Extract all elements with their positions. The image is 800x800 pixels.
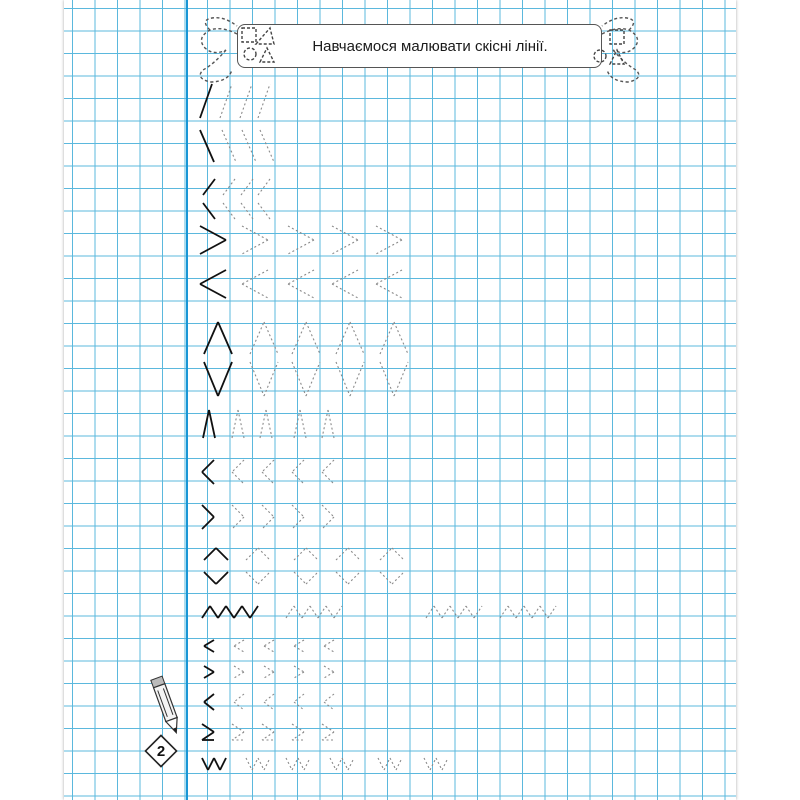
sample-stroke <box>202 758 208 770</box>
sample-stroke <box>200 240 226 254</box>
trace-stroke <box>292 362 306 396</box>
trace-stroke <box>324 640 334 646</box>
sample-stroke <box>204 322 218 354</box>
trace-stroke <box>262 472 274 484</box>
trace-stroke <box>264 362 278 396</box>
trace-stroke <box>376 226 402 240</box>
trace-stroke <box>241 179 253 195</box>
trace-stroke <box>250 362 264 396</box>
trace-stroke <box>458 606 466 618</box>
trace-stroke <box>322 517 334 529</box>
trace-stroke <box>292 472 304 484</box>
sample-stroke <box>204 672 214 678</box>
sample-stroke <box>202 732 214 740</box>
sample-stroke <box>200 284 226 298</box>
trace-stroke <box>376 270 402 284</box>
trace-stroke <box>246 758 252 770</box>
trace-stroke <box>292 505 304 517</box>
trace-stroke <box>258 548 270 560</box>
trace-stroke <box>306 362 320 396</box>
sample-stroke <box>214 758 220 770</box>
trace-stroke <box>260 130 274 162</box>
sample-stroke <box>242 606 250 618</box>
trace-stroke <box>384 758 390 770</box>
trace-stroke <box>328 410 334 438</box>
trace-stroke <box>348 758 354 770</box>
trace-stroke <box>336 322 350 354</box>
sample-stroke <box>202 472 214 484</box>
trace-stroke <box>288 240 314 254</box>
trace-stroke <box>246 572 258 584</box>
sample-stroke <box>208 758 214 770</box>
pencil-icon <box>148 672 188 742</box>
trace-stroke <box>234 646 244 652</box>
trace-stroke <box>242 226 268 240</box>
trace-stroke <box>348 572 360 584</box>
sample-stroke <box>204 646 214 652</box>
trace-stroke <box>380 322 394 354</box>
trace-stroke <box>474 606 482 618</box>
trace-stroke <box>380 362 394 396</box>
trace-stroke <box>540 606 548 618</box>
trace-stroke <box>234 666 244 672</box>
trace-stroke <box>378 758 384 770</box>
trace-stroke <box>330 758 336 770</box>
sample-stroke <box>202 505 214 517</box>
trace-stroke <box>324 694 334 702</box>
sample-stroke <box>200 270 226 284</box>
trace-stroke <box>336 758 342 770</box>
trace-stroke <box>238 410 244 438</box>
trace-stroke <box>336 548 348 560</box>
page-number: 2 <box>156 742 166 760</box>
trace-stroke <box>262 732 274 740</box>
trace-stroke <box>264 702 274 710</box>
trace-stroke <box>264 672 274 678</box>
worksheet-title: Навчаємося малювати скісні лінії. <box>312 37 548 55</box>
trace-stroke <box>442 758 448 770</box>
trace-stroke <box>232 724 244 732</box>
trace-stroke <box>260 410 266 438</box>
trace-stroke <box>241 203 253 219</box>
trace-stroke <box>232 517 244 529</box>
trace-stroke <box>324 666 334 672</box>
trace-stroke <box>242 270 268 284</box>
trace-stroke <box>300 410 306 438</box>
trace-stroke <box>350 322 364 354</box>
trace-stroke <box>332 284 358 298</box>
trace-stroke <box>294 640 304 646</box>
trace-stroke <box>434 606 442 618</box>
trace-stroke <box>524 606 532 618</box>
trace-stroke <box>242 284 268 298</box>
trace-stroke <box>232 472 244 484</box>
trace-stroke <box>232 460 244 472</box>
trace-stroke <box>380 572 392 584</box>
trace-stroke <box>376 240 402 254</box>
trace-stroke <box>532 606 540 618</box>
trace-stroke <box>516 606 524 618</box>
sample-stroke <box>203 203 215 219</box>
trace-stroke <box>292 322 306 354</box>
trace-stroke <box>332 226 358 240</box>
trace-stroke <box>334 606 342 618</box>
trace-stroke <box>258 758 264 770</box>
trace-stroke <box>242 130 256 162</box>
trace-stroke <box>220 84 232 118</box>
sample-stroke <box>200 226 226 240</box>
trace-stroke <box>306 548 318 560</box>
trace-stroke <box>294 672 304 678</box>
trace-stroke <box>322 460 334 472</box>
trace-stroke <box>264 322 278 354</box>
trace-stroke <box>322 410 328 438</box>
trace-stroke <box>286 758 292 770</box>
trace-stroke <box>442 606 450 618</box>
trace-stroke <box>258 203 270 219</box>
sample-stroke <box>218 362 232 396</box>
trace-stroke <box>318 606 326 618</box>
trace-stroke <box>298 758 304 770</box>
sample-stroke <box>200 130 214 162</box>
sample-stroke <box>204 362 218 396</box>
trace-stroke <box>264 694 274 702</box>
trace-stroke <box>292 517 304 529</box>
trace-stroke <box>234 672 244 678</box>
trace-stroke <box>232 410 238 438</box>
trace-stroke <box>262 517 274 529</box>
sample-stroke <box>209 410 215 438</box>
trace-stroke <box>294 666 304 672</box>
sample-stroke <box>202 460 214 472</box>
trace-stroke <box>332 240 358 254</box>
trace-stroke <box>234 702 244 710</box>
trace-stroke <box>294 410 300 438</box>
trace-stroke <box>292 758 298 770</box>
trace-stroke <box>390 758 396 770</box>
trace-stroke <box>234 640 244 646</box>
trace-stroke <box>246 548 258 560</box>
trace-stroke <box>294 646 304 652</box>
trace-stroke <box>264 758 270 770</box>
trace-stroke <box>292 460 304 472</box>
sample-stroke <box>204 694 214 702</box>
trace-stroke <box>294 606 302 618</box>
trace-stroke <box>324 646 334 652</box>
trace-stroke <box>250 322 264 354</box>
trace-stroke <box>394 362 408 396</box>
trace-stroke <box>223 179 235 195</box>
trace-stroke <box>324 702 334 710</box>
trace-stroke <box>336 362 350 396</box>
trace-stroke <box>286 606 294 618</box>
trace-stroke <box>258 84 270 118</box>
trace-stroke <box>396 758 402 770</box>
sample-stroke <box>203 410 209 438</box>
trace-stroke <box>306 572 318 584</box>
trace-stroke <box>240 84 252 118</box>
trace-stroke <box>322 472 334 484</box>
trace-stroke <box>264 640 274 646</box>
trace-stroke <box>264 646 274 652</box>
trace-stroke <box>232 732 244 740</box>
trace-stroke <box>380 548 392 560</box>
trace-stroke <box>252 758 258 770</box>
trace-stroke <box>426 606 434 618</box>
trace-stroke <box>234 694 244 702</box>
trace-stroke <box>294 694 304 702</box>
trace-stroke <box>288 226 314 240</box>
trace-stroke <box>392 548 404 560</box>
sample-stroke <box>204 640 214 646</box>
sample-stroke <box>204 572 216 584</box>
trace-stroke <box>324 672 334 678</box>
trace-stroke <box>466 606 474 618</box>
sample-stroke <box>216 572 228 584</box>
trace-stroke <box>326 606 334 618</box>
trace-stroke <box>266 410 272 438</box>
sample-stroke <box>210 606 218 618</box>
trace-stroke <box>430 758 436 770</box>
sample-stroke <box>226 606 234 618</box>
trace-stroke <box>306 322 320 354</box>
trace-stroke <box>294 548 306 560</box>
trace-stroke <box>548 606 556 618</box>
trace-stroke <box>292 732 304 740</box>
trace-stroke <box>288 284 314 298</box>
trace-stroke <box>232 505 244 517</box>
trace-stroke <box>322 732 334 740</box>
trace-stroke <box>242 240 268 254</box>
sample-stroke <box>203 179 215 195</box>
trace-stroke <box>292 724 304 732</box>
trace-stroke <box>258 179 270 195</box>
sample-stroke <box>234 606 242 618</box>
sample-stroke <box>218 606 226 618</box>
trace-stroke <box>294 702 304 710</box>
trace-stroke <box>336 572 348 584</box>
sample-stroke <box>200 84 212 118</box>
trace-stroke <box>322 505 334 517</box>
trace-stroke <box>262 505 274 517</box>
trace-stroke <box>332 270 358 284</box>
sample-stroke <box>202 517 214 529</box>
trace-stroke <box>304 758 310 770</box>
sample-stroke <box>216 548 228 560</box>
sample-stroke <box>204 548 216 560</box>
sample-stroke <box>204 702 214 710</box>
trace-stroke <box>262 724 274 732</box>
trace-stroke <box>450 606 458 618</box>
sample-stroke <box>204 666 214 672</box>
trace-stroke <box>342 758 348 770</box>
trace-stroke <box>223 203 235 219</box>
trace-stroke <box>348 548 360 560</box>
sample-stroke <box>218 322 232 354</box>
trace-stroke <box>376 284 402 298</box>
trace-stroke <box>288 270 314 284</box>
sample-stroke <box>250 606 258 618</box>
trace-stroke <box>264 666 274 672</box>
trace-stroke <box>302 606 310 618</box>
trace-stroke <box>508 606 516 618</box>
trace-stroke <box>322 724 334 732</box>
trace-stroke <box>394 322 408 354</box>
trace-stroke <box>310 606 318 618</box>
trace-stroke <box>424 758 430 770</box>
trace-stroke <box>392 572 404 584</box>
trace-stroke <box>500 606 508 618</box>
trace-stroke <box>262 460 274 472</box>
sample-stroke <box>220 758 226 770</box>
trace-stroke <box>222 130 236 162</box>
sample-stroke <box>202 724 214 732</box>
trace-stroke <box>350 362 364 396</box>
trace-stroke <box>436 758 442 770</box>
sample-stroke <box>202 606 210 618</box>
trace-stroke <box>294 572 306 584</box>
trace-stroke <box>258 572 270 584</box>
